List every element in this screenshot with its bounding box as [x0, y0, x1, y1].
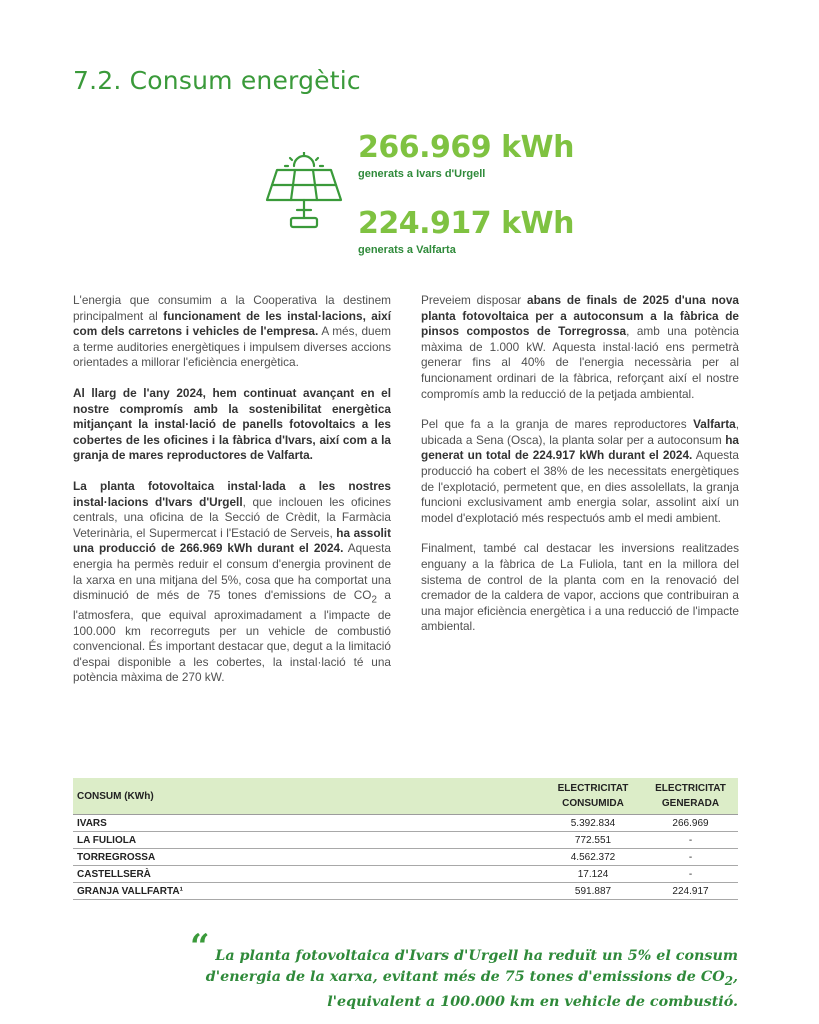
- text: , ubicada a Sena (Osca), la planta solar per a autoconsum: [421, 417, 739, 447]
- highlight-ivars: [358, 130, 574, 180]
- highlight-valfarta: [358, 206, 574, 256]
- bold-text: abans de finals de 2025 d'una nova planta fotovoltaica per a autoconsum a la fàbrica de pinsos compostos de Torregrossa: [421, 293, 739, 339]
- text: , que inclouen les oficines centrals, una oficina de la Secció de Crèdit, la Farmàcia Veterinària, el Supermercat i l'Estació de Serveis,: [73, 494, 391, 540]
- energy-consumption-table: [73, 778, 738, 900]
- text: L'energia que consumim a la Cooperativa la destinem principalment al: [73, 293, 391, 323]
- bold-text: Valfarta: [693, 417, 736, 432]
- table-cell: LA FULIOLA: [73, 832, 543, 849]
- table-cell: 17.124: [543, 866, 643, 883]
- bold-text: Al llarg de l'any 2024, hem continuat avançant en el nostre compromís amb la sostenibilitat energètica mitjançant la instal·lació de panells fotovoltaics a les cobertes de les oficines i la fàbrica d'Ivars, així com a la granja de mares reproductores de Valfarta.: [73, 385, 391, 463]
- section-title: 7.2. Consum energètic: [73, 66, 361, 95]
- table-cell: 591.887: [543, 883, 643, 900]
- table-cell: TORREGROSSA: [73, 849, 543, 866]
- paragraph: [73, 479, 391, 686]
- quote-text: La planta fotovoltaica d'Ivars d'Urgell ha reduït un 5% el consum d'energia de la xarxa, evitant més de 75 tones d'emissions de CO: [205, 948, 738, 985]
- text: A més, duem a terme auditories energètiques i impulsem diverses accions orientades a millorar l'eficiència energètica.: [73, 324, 391, 370]
- paragraph: [421, 293, 739, 402]
- paragraph: [421, 417, 739, 526]
- bold-text: funcionament de les instal·lacions, així com dels carretons i vehicles de l'empresa.: [73, 308, 391, 339]
- bold-text: La planta fotovoltaica instal·lada a les nostres instal·lacions d'Ivars d'Urgell: [73, 478, 391, 509]
- table-cell: GRANJA VALLFARTA¹: [73, 883, 543, 900]
- subscript: 2: [371, 594, 377, 606]
- text: Aquesta producció ha cobert el 38% de les necessitats energètiques de l'explotació, permetent que, en dies assolellats, la granja funcioni exclusivament amb energia solar, assolint així un model d'explotació més respectuós amb el medi ambient.: [421, 448, 739, 525]
- table-row: [73, 815, 738, 832]
- table-header-row: [73, 778, 738, 815]
- table-cell: 266.969: [643, 815, 738, 832]
- column-header: ELECTRICITAT CONSUMIDA: [543, 778, 643, 815]
- text: Aquesta energia ha permès reduir el consum d'energia provinent de la xarxa en una mitjana del 5%, cosa que ha comportat una disminució de més de 75 tones d'emissions de CO: [73, 541, 391, 603]
- table-cell: 772.551: [543, 832, 643, 849]
- highlight-caption: generats a Valfarta: [358, 244, 456, 256]
- subscript: 2: [724, 973, 734, 988]
- table-row: [73, 866, 738, 883]
- bold-text: ha generat un total de 224.917 kWh durant el 2024.: [421, 432, 739, 463]
- bold-text: ha assolit una producció de 266.969 kWh durant el 2024.: [73, 525, 392, 556]
- paragraph: [421, 541, 739, 635]
- quote-mark-icon: “: [190, 927, 210, 967]
- quote-text: , l'equivalent a 100.000 km en vehicle de combustió.: [327, 969, 738, 1010]
- table-row: [73, 849, 738, 866]
- table-cell: -: [643, 866, 738, 883]
- table-cell: 4.562.372: [543, 849, 643, 866]
- solar-panel-icon: [263, 152, 345, 230]
- table-cell: 224.917: [643, 883, 738, 900]
- paragraph: [73, 293, 391, 371]
- highlight-value: 266.969 kWh: [358, 130, 574, 165]
- column-header: CONSUM (KWh): [73, 778, 543, 815]
- table-cell: CASTELLSERÀ: [73, 866, 543, 883]
- text: Preveiem disposar: [421, 293, 528, 307]
- text: Pel que fa a la granja de mares reproductores: [421, 417, 694, 432]
- highlight-value: 224.917 kWh: [358, 206, 574, 241]
- highlight-caption: generats a Ivars d'Urgell: [358, 168, 486, 180]
- left-column: [73, 293, 391, 701]
- text: a l'atmosfera, que equival aproximadament a l'impacte de 100.000 km recorreguts per un vehicle de combustió convencional. És important destacar que, degut a la limitació d'espai disponible a les cobertes, la instal·lació té una potència màxima de 270 kW.: [73, 588, 391, 685]
- table-row: [73, 832, 738, 849]
- table-cell: -: [643, 849, 738, 866]
- table-cell: 5.392.834: [543, 815, 643, 832]
- text: Finalment, també cal destacar les inversions realitzades enguany a la fàbrica de La Fuliola, tant en la millora del sistema de control de la planta com en la renovació del cremador de la caldera de vapor, accions que contribuiran a una major eficiència energètica i a una reducció de l'impacte ambiental.: [421, 541, 739, 634]
- pull-quote: [200, 946, 738, 1013]
- table-cell: IVARS: [73, 815, 543, 832]
- column-header: ELECTRICITAT GENERADA: [643, 778, 738, 815]
- paragraph: [73, 386, 391, 464]
- right-column: [421, 293, 739, 650]
- text: , amb una potència màxima de 1.000 kW. Aquesta instal·lació ens permetrà generar fins al 40% de l'energia necessària per al funcionament ordinari de la fàbrica, reforçant així el nostre compromís amb la reducció de la petjada ambiental.: [421, 324, 739, 401]
- table-row: [73, 883, 738, 900]
- table-cell: -: [643, 832, 738, 849]
